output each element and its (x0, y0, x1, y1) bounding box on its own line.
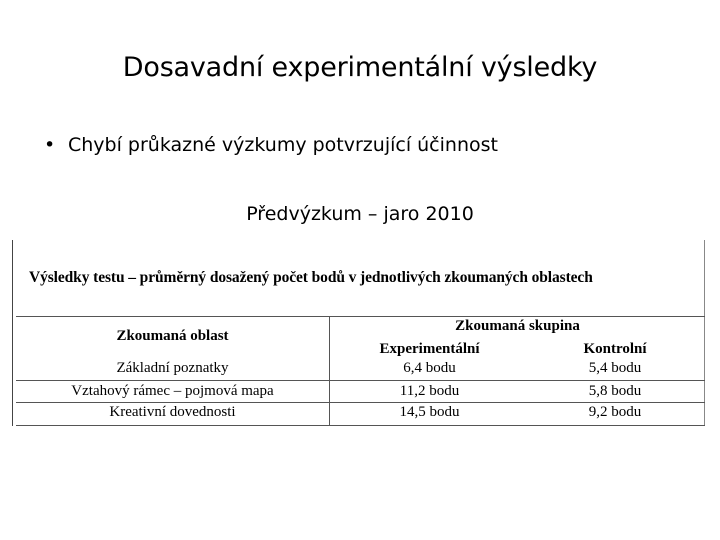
row-separator (16, 380, 705, 381)
header-area: Zkoumaná oblast (116, 328, 229, 344)
row-2-area: Vztahový rámec – pojmová mapa (71, 383, 274, 399)
bullet-text: Chybí průkazné výzkumy potvrzující účinnost (68, 134, 498, 156)
row-3-experimental: 14,5 bodu (399, 404, 460, 420)
row-separator (16, 402, 705, 403)
table-bottom-line (16, 425, 705, 426)
row-3-control: 9,2 bodu (588, 404, 642, 420)
subtitle-text: Předvýzkum – jaro 2010 (246, 203, 474, 225)
slide-subtitle (0, 203, 720, 225)
row-3-area: Kreativní dovednosti (109, 404, 236, 420)
table-caption: Výsledky testu – průměrný dosažený počet bodů v jednotlivých zkoumaných oblastech (29, 269, 593, 286)
bullet-item (44, 134, 498, 156)
header-group: Zkoumaná skupina (455, 318, 580, 334)
header-control: Kontrolní (583, 341, 647, 357)
row-2-experimental: 11,2 bodu (399, 383, 460, 399)
row-1-control: 5,4 bodu (588, 360, 642, 376)
table-left-edge (12, 240, 13, 426)
row-2-control: 5,8 bodu (588, 383, 642, 399)
divider-line (16, 316, 705, 317)
row-1-experimental: 6,4 bodu (403, 360, 456, 376)
header-experimental: Experimentální (379, 341, 480, 357)
results-table (12, 240, 705, 426)
row-1-area: Základní poznatky (116, 360, 229, 376)
bullet-dot-icon: • (44, 134, 56, 156)
slide-title: Dosavadní experimentální výsledky (122, 52, 598, 83)
